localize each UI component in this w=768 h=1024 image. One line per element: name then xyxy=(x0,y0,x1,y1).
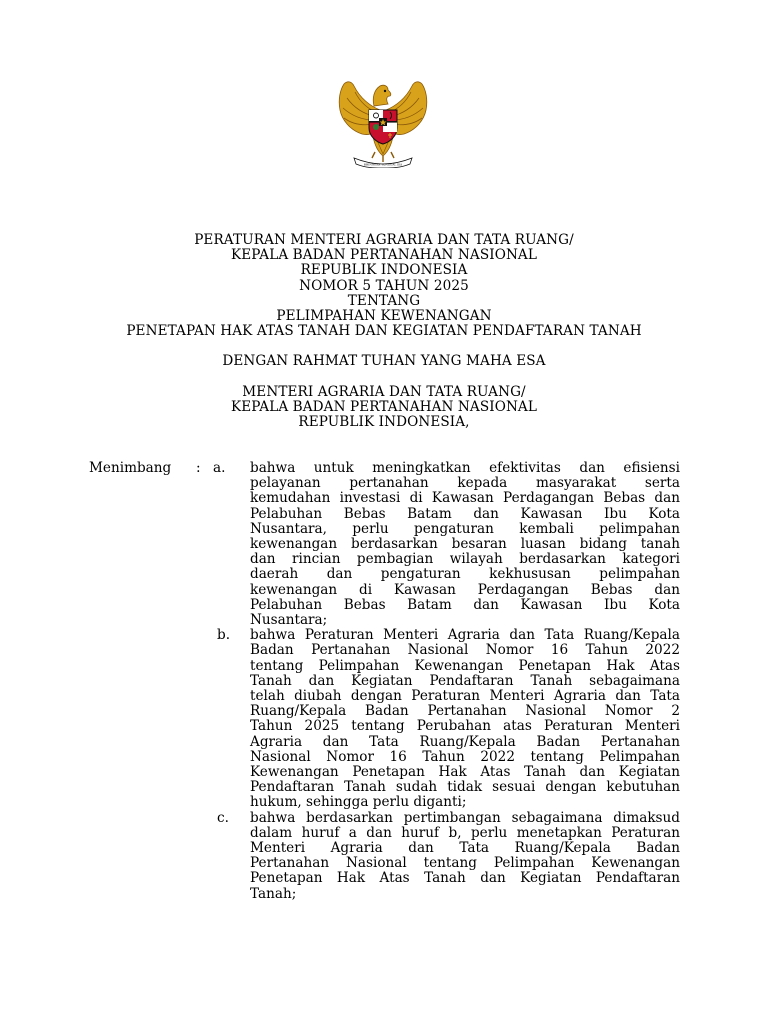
item-letter: c. xyxy=(217,809,229,826)
item-line: Ruang/Kepala Badan Pertanahan Nasional Nomor 2 xyxy=(250,703,680,720)
invocation-line: DENGAN RAHMAT TUHAN YANG MAHA ESA xyxy=(222,353,546,369)
item-line: Nasional Nomor 16 Tahun 2022 tentang Pelimpahan xyxy=(250,748,680,765)
minister-line-2: KEPALA BADAN PERTANAHAN NASIONAL xyxy=(231,399,537,416)
item-line: dalam huruf a dan huruf b, perlu menetapkan Peraturan xyxy=(250,824,680,841)
item-line: bahwa berdasarkan pertimbangan sebagaimana dimaksud xyxy=(250,809,680,826)
item-line: tentang Pelimpahan Kewenangan Penetapan Hak Atas xyxy=(250,657,680,674)
item-line: bahwa untuk meningkatkan efektivitas dan efisiensi xyxy=(250,460,680,476)
item-line: Agraria dan Tata Ruang/Kepala Badan Pertanahan xyxy=(250,733,680,750)
item-line: Kewenangan Penetapan Hak Atas Tanah dan Kegiatan xyxy=(250,763,680,780)
invocation xyxy=(0,354,768,369)
item-letter: a. xyxy=(213,460,226,476)
title-line-3: REPUBLIK INDONESIA xyxy=(300,262,468,279)
motto-text: BHINNEKA TUNGGAL IKA xyxy=(363,162,403,167)
item-text xyxy=(250,811,680,902)
minister-line-3: REPUBLIK INDONESIA, xyxy=(298,414,470,431)
considering-colon: : xyxy=(196,460,201,476)
item-line: Pelabuhan Bebas Batam dan Kawasan Ibu Kota xyxy=(250,505,680,522)
item-line: daerah dan pengaturan kekhususan pelimpahan xyxy=(250,566,680,583)
item-line: pelayanan pertanahan kepada masyarakat serta xyxy=(250,475,680,492)
regulation-title xyxy=(0,233,768,339)
item-line: dan rincian pembagian wilayah berdasarkan kategori xyxy=(250,551,680,568)
garuda-pancasila-emblem-icon xyxy=(330,76,436,168)
item-letter: b. xyxy=(217,627,231,644)
item-line: kewenangan di Kawasan Perdagangan Bebas dan xyxy=(250,581,680,598)
item-line: kewenangan berdasarkan besaran luasan bidang tanah xyxy=(250,535,680,552)
item-line: Menteri Agraria dan Tata Ruang/Kepala Badan xyxy=(250,839,680,856)
item-line: Nusantara; xyxy=(250,611,328,628)
minister-line-1: MENTERI AGRARIA DAN TATA RUANG/ xyxy=(242,384,526,400)
item-line: Tanah dan Kegiatan Pendaftaran Tanah sebagaimana xyxy=(250,672,680,689)
item-line: bahwa Peraturan Menteri Agraria dan Tata Ruang/Kepala xyxy=(250,627,680,644)
title-line-1: PERATURAN MENTERI AGRARIA DAN TATA RUANG/ xyxy=(194,232,574,248)
item-line: telah diubah dengan Peraturan Menteri Agraria dan Tata xyxy=(250,687,680,704)
item-line: Tanah; xyxy=(250,885,297,902)
item-line: Badan Pertanahan Nasional Nomor 16 Tahun 2022 xyxy=(250,642,680,659)
minister-title xyxy=(0,385,768,431)
title-line-7: PENETAPAN HAK ATAS TANAH DAN KEGIATAN PENDAFTARAN TANAH xyxy=(126,323,642,340)
considering-label: Menimbang xyxy=(89,460,172,476)
item-text xyxy=(250,628,680,810)
item-line: Pertanahan Nasional tentang Pelimpahan Kewenangan xyxy=(250,855,680,872)
title-line-4: NOMOR 5 TAHUN 2025 xyxy=(299,277,469,294)
item-line: Pendaftaran Tanah sudah tidak sesuai dengan kebutuhan xyxy=(250,779,680,796)
title-line-6: PELIMPAHAN KEWENANGAN xyxy=(276,307,492,324)
item-line: hukum, sehingga perlu diganti; xyxy=(250,794,467,811)
item-line: Nusantara, perlu pengaturan kembali pelimpahan xyxy=(250,520,680,537)
item-line: Pelabuhan Bebas Batam dan Kawasan Ibu Kota xyxy=(250,596,680,613)
item-line: Tahun 2025 tentang Perubahan atas Peraturan Menteri xyxy=(250,718,680,735)
item-line: kemudahan investasi di Kawasan Perdagangan Bebas dan xyxy=(250,490,680,507)
title-line-2: KEPALA BADAN PERTANAHAN NASIONAL xyxy=(231,247,537,264)
item-line: Penetapan Hak Atas Tanah dan Kegiatan Pendaftaran xyxy=(250,870,680,887)
title-line-5: TENTANG xyxy=(347,292,421,309)
item-text xyxy=(250,461,680,628)
